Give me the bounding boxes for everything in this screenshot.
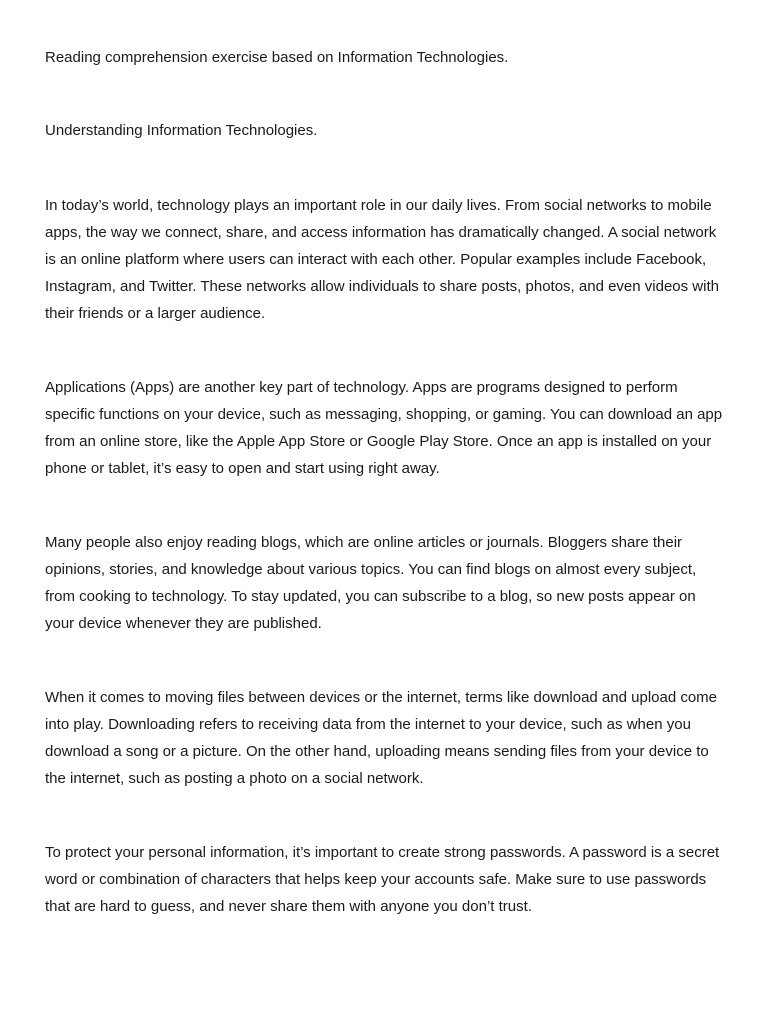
paragraph-social-networks: In today’s world, technology plays an important role in our daily lives. From social networks to mobile apps, the way we connect, share, and access information has dramatically changed. A social network is an online platform where users can interact with each other. Popular examples include Facebook, Instagram, and Twitter. These networks allow individuals to share posts, photos, and even videos with their friends or a larger audience. xyxy=(45,197,719,322)
paragraph-download-upload: When it comes to moving files between devices or the internet, terms like download and upload come into play. Downloading refers to receiving data from the internet to your device, such as when you download a song or a picture. On the other hand, uploading means sending files from your device to the internet, such as posting a photo on a social network. xyxy=(45,689,718,787)
document-title: Understanding Information Technologies. xyxy=(45,122,318,139)
document-page xyxy=(45,44,727,967)
paragraph-blogs: Many people also enjoy reading blogs, which are online articles or journals. Bloggers share their opinions, stories, and knowledge about various topics. You can find blogs on almost every subject, from cooking to technology. To stay updated, you can subscribe to a blog, so new posts appear on your device whenever they are published. xyxy=(45,534,697,632)
document-intro: Reading comprehension exercise based on Information Technologies. xyxy=(45,49,509,66)
paragraph-passwords: To protect your personal information, it’s important to create strong passwords. A password is a secret word or combination of characters that helps keep your accounts safe. Make sure to use passwords that are hard to guess, and never share them with anyone you don’t trust. xyxy=(45,844,720,915)
paragraph-apps: Applications (Apps) are another key part of technology. Apps are programs designed to perform specific functions on your device, such as messaging, shopping, or gaming. You can download an app from an online store, like the Apple App Store or Google Play Store. Once an app is installed on your phone or tablet, it’s easy to open and start using right away. xyxy=(45,379,723,477)
